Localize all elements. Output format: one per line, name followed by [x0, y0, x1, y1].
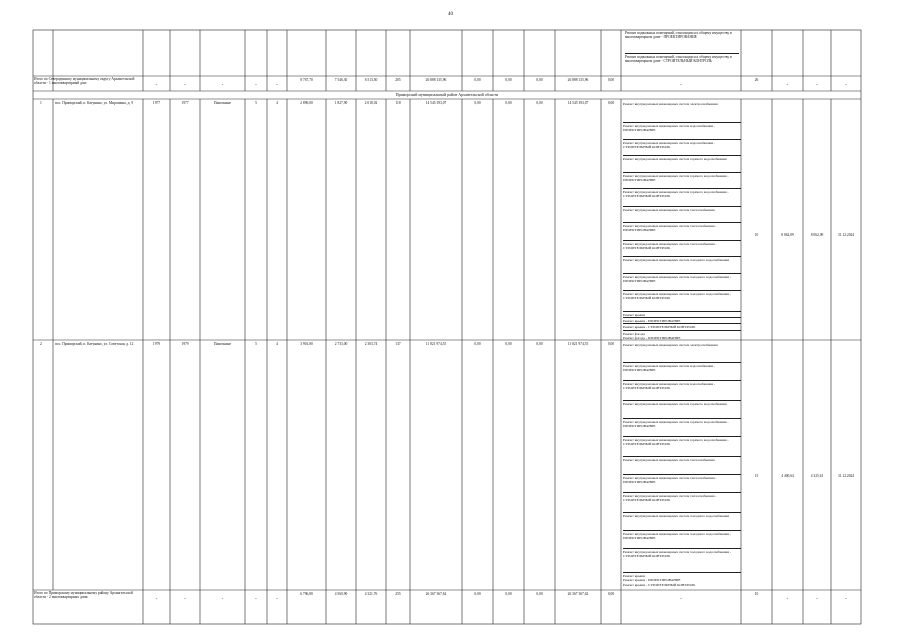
cost-per-m2: 8 062,09	[781, 233, 794, 237]
cost-total: 26 888 135,96	[425, 78, 447, 82]
work-item: Ремонт подвальных помещений, относящихся к общему имуществу в многоквартирном доме - СТРОИТЕЛЬНЫЙ КОНТРОЛЬ	[625, 53, 739, 63]
work-item: Ремонт внутридомовых инженерных систем холодного водоснабжения	[623, 256, 741, 262]
dash-cell: -	[255, 597, 257, 602]
wall-material: Панельные	[213, 101, 232, 105]
work-item: Ремонт внутридомовых инженерных систем горячего водоснабжения	[623, 400, 741, 406]
entrances: 4	[276, 342, 278, 346]
work-item: Ремонт крыши	[623, 311, 741, 317]
work-item: Ремонт внутридомовых инженерных систем горячего водоснабжения	[623, 155, 741, 161]
fund-3: 0,00	[536, 101, 543, 105]
year-repair: 1977	[181, 101, 189, 105]
work-item: Ремонт крыши - ПРОЕКТИРОВАНИЕ	[623, 578, 681, 582]
area-other: 2 018,02	[364, 101, 378, 105]
dash-cell: -	[680, 597, 682, 602]
work-item: Ремонт внутридомовых инженерных систем теплоснабжения - СТРОИТЕЛЬНЫЙ КОНТРОЛЬ	[623, 492, 741, 502]
work-item: Ремонт фасада - ПРОЕКТИРОВАНИЕ	[623, 336, 681, 340]
work-item: Ремонт крыши - СТРОИТЕЛЬНЫЙ КОНТРОЛЬ	[623, 583, 696, 587]
work-item: Ремонт внутридомовых инженерных систем теплоснабжения - СТРОИТЕЛЬНЫЙ КОНТРОЛЬ	[623, 240, 741, 250]
work-item: Ремонт внутридомовых инженерных систем водоснабжения - ПРОЕКТИРОВАНИЕ	[623, 122, 741, 132]
address: пос. Приморский, п. Катунино, ул. Советская, д. 12	[55, 342, 134, 346]
other-funds: 0,00	[607, 78, 615, 82]
area-total: 2 896,00	[300, 101, 313, 105]
months: 10	[754, 592, 759, 596]
wall-material: Панельные	[213, 342, 232, 346]
area-living: 4 560,90	[334, 592, 348, 596]
row-number: 2	[40, 342, 42, 346]
dash-cell: -	[816, 597, 818, 602]
area-living: 1 827,90	[334, 101, 348, 105]
cost-per-m2: 4 400,64	[781, 474, 794, 478]
page-number: 40	[448, 12, 453, 17]
area-other: 4 321,76	[364, 592, 378, 596]
area-other: 6 513,50	[364, 78, 378, 82]
fund-3: 0,00	[536, 592, 543, 596]
fund-1: 0,00	[474, 592, 481, 596]
district-header: Приморский муниципальный район Архангельской области	[395, 92, 499, 97]
owners-funds: 11 821 974,55	[567, 342, 589, 346]
row-number: 1	[40, 101, 42, 105]
year-repair: 1979	[181, 342, 189, 346]
months: 15	[754, 474, 759, 478]
dash-cell: -	[221, 83, 224, 88]
dash-cell: -	[786, 83, 789, 88]
work-item: Ремонт внутридомовых инженерных систем горячего водоснабжения - ПРОЕКТИРОВАНИЕ	[623, 172, 741, 182]
dash-cell: -	[255, 83, 257, 88]
work-item: Ремонт внутридомовых инженерных систем электроснабжения	[623, 343, 718, 347]
cost-total: 14 545 393,07	[425, 101, 447, 105]
other-funds: 0,00	[607, 592, 615, 596]
other-funds: 0,00	[607, 101, 615, 105]
area-living: 2 733,00	[334, 342, 348, 346]
dash-cell: -	[184, 597, 186, 602]
work-item: Ремонт внутридомовых инженерных систем холодного водоснабжения - ПРОЕКТИРОВАНИЕ	[623, 530, 741, 540]
fund-2: 0,00	[505, 101, 512, 105]
fund-1: 0,00	[474, 342, 481, 346]
fund-1: 0,00	[474, 78, 481, 82]
work-item: Ремонт внутридомовых инженерных систем холодного водоснабжения	[623, 512, 741, 518]
residents: 205	[395, 78, 401, 82]
work-item: Ремонт крыши - ПРОЕКТИРОВАНИЕ	[623, 317, 741, 323]
other-funds: 0,00	[607, 342, 615, 346]
owners-funds: 26 888 135,96	[567, 78, 589, 82]
deadline: 31.12.2024	[837, 233, 855, 237]
fund-2: 0,00	[505, 342, 512, 346]
dash-cell: -	[276, 83, 278, 88]
work-item: Ремонт внутридомовых инженерных систем холодного водоснабжения - ПРОЕКТИРОВАНИЕ	[623, 273, 741, 283]
dash-cell: -	[816, 83, 818, 88]
fund-1: 0,00	[474, 101, 481, 105]
work-item: Ремонт внутридомовых инженерных систем горячего водоснабжения - СТРОИТЕЛЬНЫЙ КОНТРОЛЬ	[623, 188, 741, 198]
work-item: Ремонт внутридомовых инженерных систем горячего водоснабжения - СТРОИТЕЛЬНЫЙ КОНТРОЛЬ	[623, 436, 741, 446]
dash-cell: -	[845, 83, 847, 88]
floors: 5	[255, 342, 257, 346]
total-label: Итого по Северодвинску муниципальному округу Архангельской области - 1 многоквартирный дом:	[34, 77, 135, 86]
area-other: 2 303,74	[364, 342, 378, 346]
work-item: Ремонт внутридомовых инженерных систем электроснабжения	[623, 102, 718, 106]
owners-funds: 26 367 367,62	[567, 592, 589, 596]
work-item: Ремонт крыши - СТРОИТЕЛЬНЫЙ КОНТРОЛЬ	[623, 323, 741, 329]
residents: 255	[395, 592, 401, 596]
work-item: Ремонт внутридомовых инженерных систем теплоснабжения	[623, 206, 741, 212]
work-item: Ремонт внутридомовых инженерных систем холодного водоснабжения - СТРОИТЕЛЬНЫЙ КОНТРОЛЬ	[623, 290, 741, 300]
work-item: Ремонт внутридомовых инженерных систем холодного водоснабжения - СТРОИТЕЛЬНЫЙ КОНТРОЛЬ	[623, 548, 741, 558]
work-item: Ремонт крыши	[623, 572, 741, 578]
residents: 137	[395, 342, 401, 346]
entrances: 4	[276, 101, 278, 105]
year-built: 1979	[152, 342, 161, 346]
address: пос. Приморский, п. Катунино, ул. Мирошина, д. 9	[55, 101, 133, 105]
fund-2: 0,00	[505, 592, 512, 596]
fund-2: 0,00	[505, 78, 512, 82]
fund-3: 0,00	[536, 78, 543, 82]
work-item: Ремонт фасада	[623, 330, 741, 336]
dash-cell: -	[155, 597, 158, 602]
residents: 118	[395, 101, 401, 105]
dash-cell: -	[221, 597, 224, 602]
work-item: Ремонт внутридомовых инженерных систем горячего водоснабжения - ПРОЕКТИРОВАНИЕ	[623, 418, 741, 428]
work-item: Ремонт внутридомовых инженерных систем теплоснабжения	[623, 456, 741, 462]
work-item: Ремонт внутридомовых инженерных систем теплоснабжения - ПРОЕКТИРОВАНИЕ	[623, 474, 741, 484]
cost-limit: 8 062,09	[810, 233, 824, 237]
dash-cell: -	[276, 597, 278, 602]
months: 10	[754, 233, 759, 237]
owners-funds: 14 545 393,07	[567, 101, 589, 105]
floors: 5	[255, 101, 257, 105]
work-item: Ремонт внутридомовых инженерных систем водоснабжения - СТРОИТЕЛЬНЫЙ КОНТРОЛЬ	[623, 139, 741, 149]
dash-cell: -	[155, 83, 158, 88]
dash-cell: -	[786, 597, 789, 602]
work-item: Ремонт внутридомовых инженерных систем водоснабжения - ПРОЕКТИРОВАНИЕ	[623, 362, 741, 372]
cost-limit: 4 325,61	[810, 474, 824, 478]
dash-cell: -	[184, 83, 186, 88]
months: 26	[754, 78, 759, 82]
area-living: 7 546,30	[334, 78, 348, 82]
cost-total: 26 367 367,62	[425, 592, 447, 596]
year-built: 1977	[152, 101, 161, 105]
work-item: Ремонт внутридомовых инженерных систем водоснабжения - СТРОИТЕЛЬНЫЙ КОНТРОЛЬ	[623, 380, 741, 390]
fund-3: 0,00	[536, 342, 543, 346]
area-total: 3 901,80	[300, 342, 313, 346]
work-item: Ремонт подвальных помещений, относящихся к общему имуществу в многоквартирном доме - ПРОЕКТИРОВАНИЕ	[625, 31, 732, 40]
deadline: 31.12.2024	[837, 474, 855, 478]
work-item: Ремонт внутридомовых инженерных систем теплоснабжения - ПРОЕКТИРОВАНИЕ	[623, 222, 741, 232]
area-total: 6 796,80	[300, 592, 313, 596]
cost-total: 11 821 974,55	[425, 342, 447, 346]
dash-cell: -	[845, 597, 847, 602]
area-total: 8 767,70	[300, 78, 313, 82]
dash-cell: -	[680, 83, 682, 88]
total-label: Итого по Приморскому муниципальному району Архангельской области - 2 многоквартирных дома:	[34, 591, 133, 600]
